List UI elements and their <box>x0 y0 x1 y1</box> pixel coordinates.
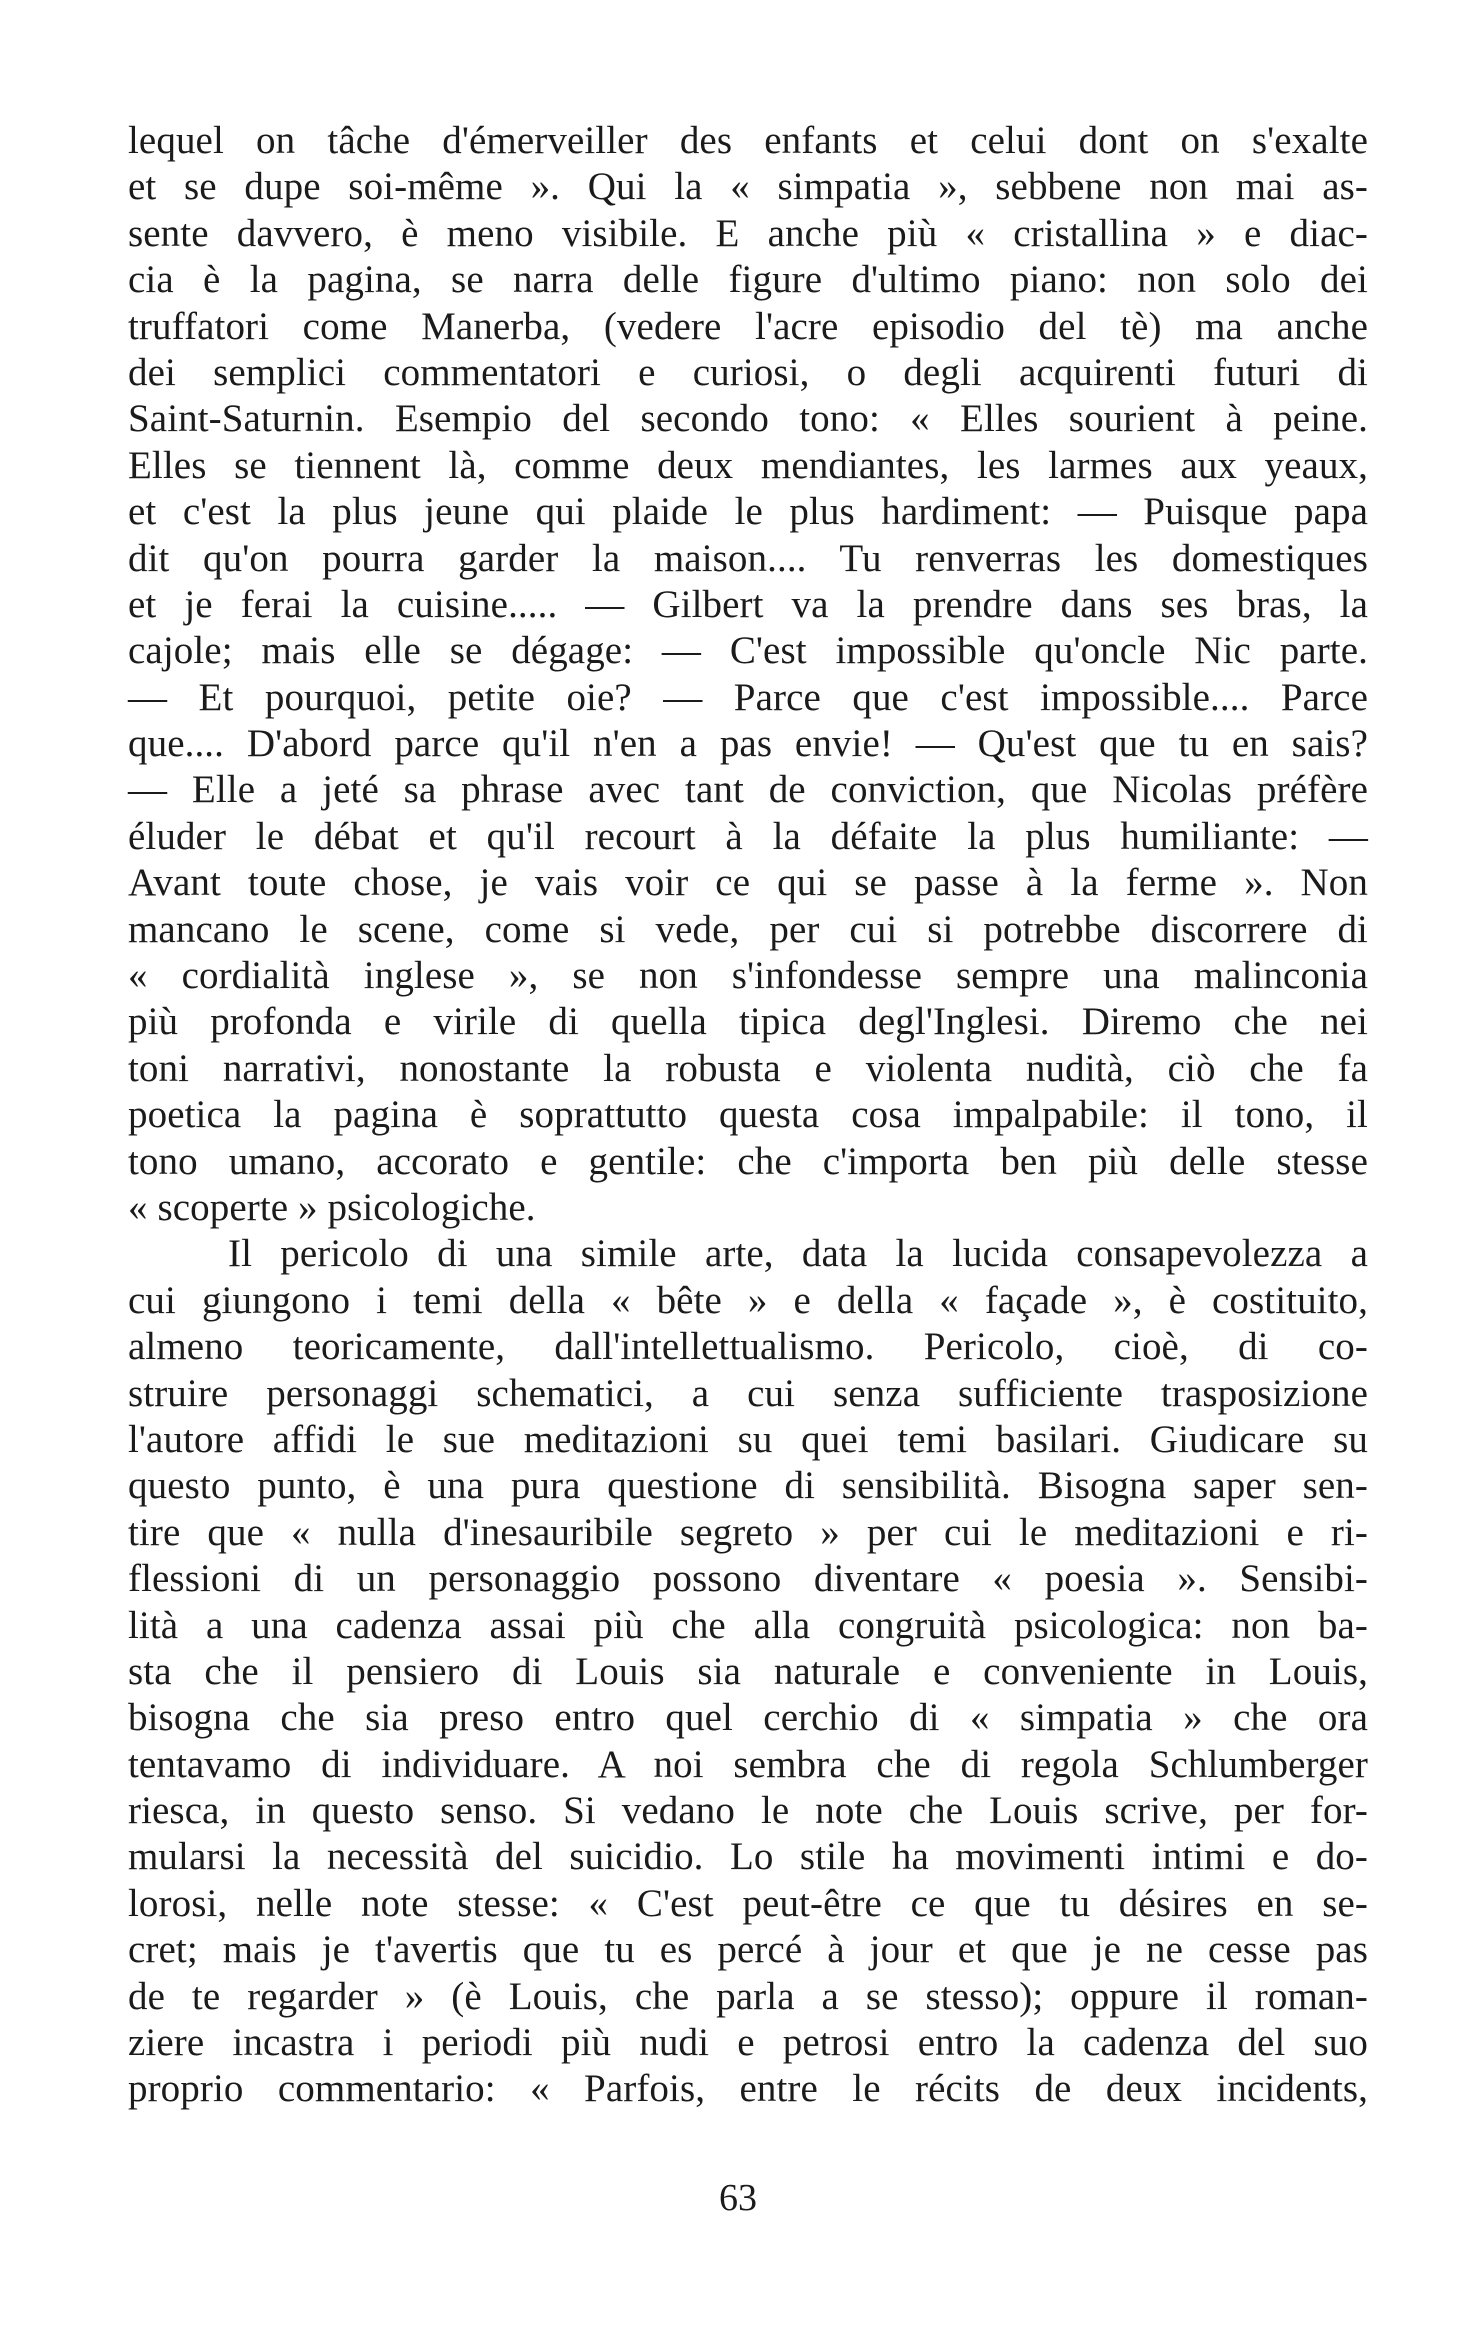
text-line: riesca, in questo senso. Si vedano le note che Louis scrive, per for- <box>128 1789 1368 1833</box>
text-line: — Et pourquoi, petite oie? — Parce que c'est impossible.... Parce <box>128 675 1368 719</box>
text-line: et se dupe soi-même ». Qui la « simpatia », sebbene non mai as- <box>128 165 1368 209</box>
text-line: Elles se tiennent là, comme deux mendiantes, les larmes aux yeaux, <box>128 443 1368 487</box>
text-line: et je ferai la cuisine..... — Gilbert va la prendre dans ses bras, la <box>128 582 1368 626</box>
body-text <box>128 118 1368 2113</box>
text-line: tono umano, accorato e gentile: che c'importa ben più delle stesse <box>128 1139 1368 1183</box>
text-line: ziere incastra i periodi più nudi e petrosi entro la cadenza del suo <box>128 2021 1368 2065</box>
page-number: 63 <box>719 2177 757 2219</box>
text-line: truffatori come Manerba, (vedere l'acre episodio del tè) ma anche <box>128 304 1368 348</box>
text-line: lità a una cadenza assai più che alla congruità psicologica: non ba- <box>128 1603 1368 1647</box>
text-line: mancano le scene, come si vede, per cui si potrebbe discorrere di <box>128 907 1368 951</box>
text-line: dei semplici commentatori e curiosi, o degli acquirenti futuri di <box>128 350 1368 394</box>
text-line: dit qu'on pourra garder la maison.... Tu renverras les domestiques <box>128 536 1368 580</box>
text-line: questo punto, è una pura questione di sensibilità. Bisogna saper sen- <box>128 1464 1368 1508</box>
paragraph-start-line: Il pericolo di una simile arte, data la lucida consapevolezza a <box>228 1232 1368 1276</box>
text-line: tire que « nulla d'inesauribile segreto » per cui le meditazioni e ri- <box>128 1510 1368 1554</box>
text-line: mularsi la necessità del suicidio. Lo stile ha movimenti intimi e do- <box>128 1835 1368 1879</box>
text-line: et c'est la plus jeune qui plaide le plus hardiment: — Puisque papa <box>128 490 1368 534</box>
text-line: almeno teoricamente, dall'intellettualismo. Pericolo, cioè, di co- <box>128 1325 1368 1369</box>
text-line: Avant toute chose, je vais voir ce qui se passe à la ferme ». Non <box>128 861 1368 905</box>
text-line: lorosi, nelle note stesse: « C'est peut-être ce que tu désires en se- <box>128 1881 1368 1925</box>
text-line: poetica la pagina è soprattutto questa cosa impalpabile: il tono, il <box>128 1093 1368 1137</box>
text-line: l'autore affidi le sue meditazioni su quei temi basilari. Giudicare su <box>128 1417 1368 1461</box>
text-line: toni narrativi, nonostante la robusta e violenta nudità, ciò che fa <box>128 1046 1368 1090</box>
text-line: più profonda e virile di quella tipica degl'Inglesi. Diremo che nei <box>128 1000 1368 1044</box>
text-line: tentavamo di individuare. A noi sembra che di regola Schlumberger <box>128 1742 1368 1786</box>
text-line: que.... D'abord parce qu'il n'en a pas envie! — Qu'est que tu en sais? <box>128 722 1368 766</box>
text-line: sente davvero, è meno visibile. E anche più « cristallina » e diac- <box>128 211 1368 255</box>
text-line: sta che il pensiero di Louis sia naturale e conveniente in Louis, <box>128 1649 1368 1693</box>
text-line: « cordialità inglese », se non s'infondesse sempre una malinconia <box>128 954 1368 998</box>
text-line: bisogna che sia preso entro quel cerchio di « simpatia » che ora <box>128 1696 1368 1740</box>
text-line: lequel on tâche d'émerveiller des enfants et celui dont on s'exalte <box>128 119 1368 162</box>
text-line: — Elle a jeté sa phrase avec tant de conviction, que Nicolas préfère <box>128 768 1368 812</box>
text-line: cia è la pagina, se narra delle figure d'ultimo piano: non solo dei <box>128 258 1368 302</box>
text-line: de te regarder » (è Louis, che parla a se stesso); oppure il roman- <box>128 1974 1368 2018</box>
text-line: Saint-Saturnin. Esempio del secondo tono: « Elles sourient à peine. <box>128 397 1368 441</box>
text-line: flessioni di un personaggio possono diventare « poesia ». Sensibi- <box>128 1557 1368 1601</box>
text-line: cajole; mais elle se dégage: — C'est impossible qu'oncle Nic parte. <box>128 629 1368 673</box>
text-line: éluder le débat et qu'il recourt à la défaite la plus humiliante: — <box>128 814 1368 858</box>
text-line: cui giungono i temi della « bête » e della « façade », è costituito, <box>128 1278 1368 1322</box>
text-line: proprio commentario: « Parfois, entre le récits de deux incidents, <box>128 2067 1368 2111</box>
paragraph-end-line: « scoperte » psicologiche. <box>128 1185 536 1229</box>
text-line: cret; mais je t'avertis que tu es percé à jour et que je ne cesse pas <box>128 1928 1368 1972</box>
text-line: struire personaggi schematici, a cui senza sufficiente trasposizione <box>128 1371 1368 1415</box>
